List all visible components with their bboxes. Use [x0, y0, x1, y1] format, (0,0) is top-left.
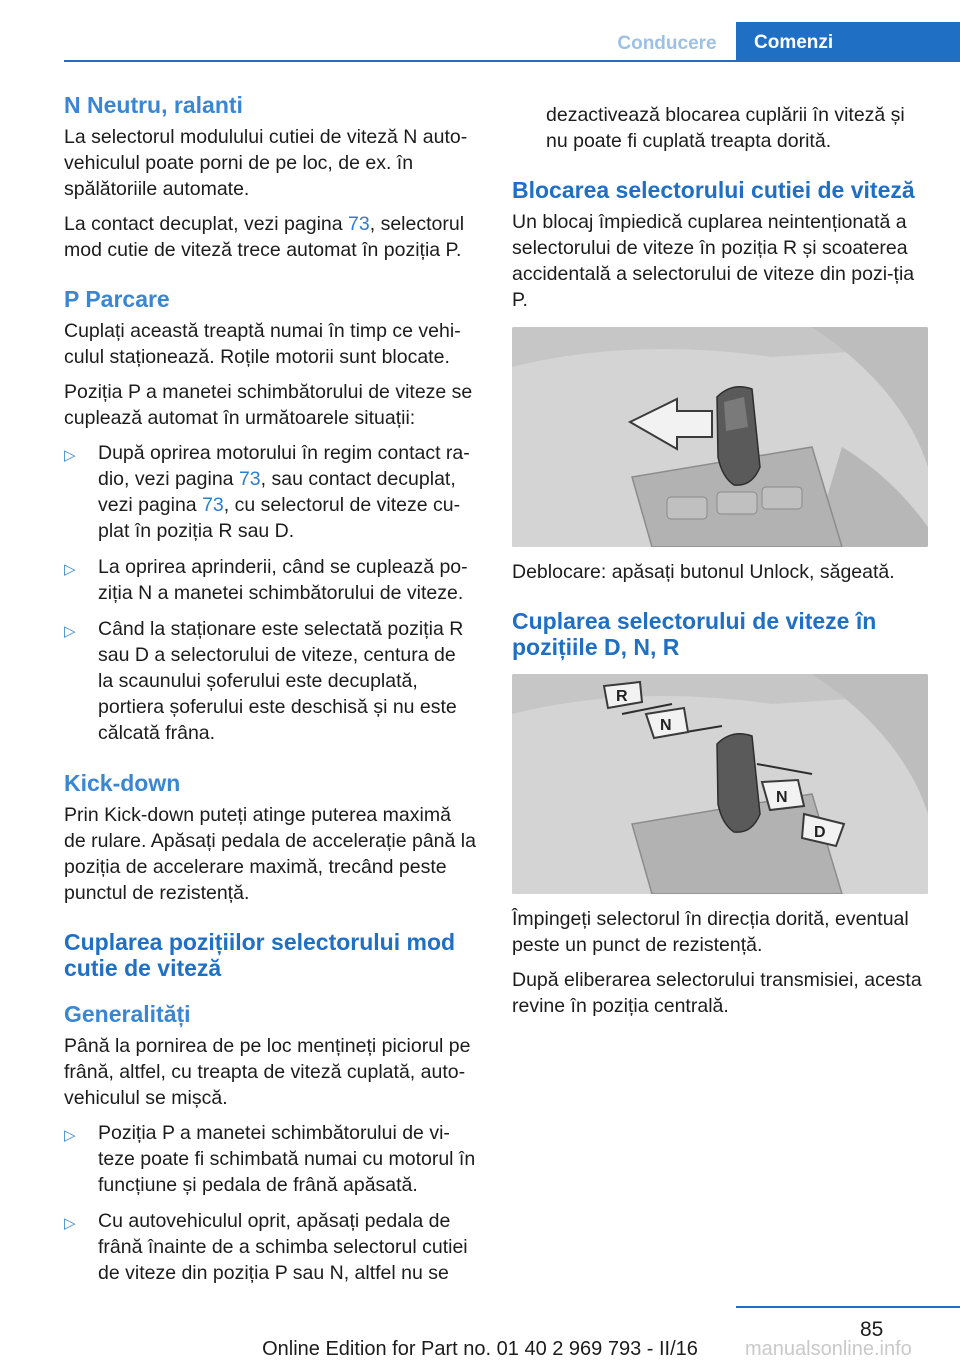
triangle-bullet-icon: ▷ — [64, 623, 76, 640]
continued-paragraph: dezactivează blocarea cuplării în viteză și nu poate fi cuplată treapta dorită. — [546, 104, 905, 152]
list-item: ▷ Poziția P a manetei schimbătorului de vi-teze poate fi schimbată numai cu motorul în funcțiune și pedala de frână apăsată. — [64, 1122, 476, 1196]
header-rule — [64, 60, 960, 62]
footer-rule — [736, 1306, 960, 1308]
left-column — [64, 92, 476, 1296]
triangle-bullet-icon: ▷ — [64, 561, 76, 578]
watermark: manualsonline.info — [745, 1338, 912, 1360]
park-list — [64, 440, 476, 746]
label-r: R — [616, 688, 628, 705]
page-header — [0, 0, 960, 62]
list-item: ▷ Când la staționare este selectată poziția R sau D a selectorului de viteze, centura de la scaunului șoferului este decuplată, portiera șoferului este deschisă și nu este călcată frâna. — [64, 618, 464, 744]
park-paragraph-2: Poziția P a manetei schimbătorului de viteze se cuplează automat în următoarele situații: — [64, 381, 473, 429]
footer-edition: Online Edition for Part no. 01 40 2 969 793 - II/16 — [262, 1338, 698, 1360]
list-item: ▷ După oprirea motorului în regim contact ra-dio, vezi pagina 73, sau contact decuplat, vezi pagina 73, cu selectorul de viteze cu-plat în poziția R sau D. — [64, 442, 470, 542]
page-link-73[interactable]: 73 — [238, 468, 261, 490]
right-column — [512, 102, 930, 1028]
neutral-paragraph-2: La contact decuplat, vezi pagina 73, selectorul mod cutie de viteză trece automat în poziția P. — [64, 213, 465, 261]
heading-engage-dnr: Cuplarea selectorului de viteze în pozițiile D, N, R — [512, 608, 877, 660]
lock-paragraph: Un blocaj împiedică cuplarea neintenționată a selectorului de viteze în poziția R și scoaterea accidentală a selectorului de viteze din pozi-ția P. — [512, 211, 915, 311]
dnr-paragraph-1: Împingeți selectorul în direcția dorită, eventual peste un punct de rezistență. — [512, 908, 909, 956]
kickdown-paragraph: Prin Kick-down puteți atinge puterea maximă de rulare. Apăsați pedala de accelerație până la poziția de accelerare maximă, trecând peste punctul de rezistență. — [64, 804, 476, 904]
triangle-bullet-icon: ▷ — [64, 1215, 76, 1232]
label-n-upper: N — [660, 717, 672, 734]
triangle-bullet-icon: ▷ — [64, 447, 76, 464]
heading-kickdown: Kick-down — [64, 770, 181, 796]
heading-engage-positions: Cuplarea pozițiilor selectorului mod cutie de viteză — [64, 929, 456, 981]
list-item: ▷ La oprirea aprinderii, când se cuplează po-ziția N a manetei schimbătorului de viteze. — [64, 556, 468, 604]
heading-neutral: N Neutru, ralanti — [64, 92, 243, 118]
label-n-lower: N — [776, 789, 788, 806]
lock-caption: Deblocare: apăsați butonul Unlock, săgeată. — [512, 561, 895, 583]
section-tab-conducere[interactable]: Conducere — [617, 33, 717, 54]
gear-selector-unlock-illustration — [512, 327, 928, 547]
label-d: D — [814, 824, 826, 841]
general-list — [64, 1120, 476, 1286]
list-item: ▷ Cu autovehiculul oprit, apăsați pedala de frână înainte de a schimba selectorul cutiei de viteze din poziția P sau N, altfel nu se — [64, 1210, 468, 1284]
figure-dnr-positions — [512, 674, 928, 894]
park-paragraph-1: Cuplați această treaptă numai în timp ce vehi-culul staționează. Roțile motorii sunt blocate. — [64, 320, 461, 368]
page-link-73[interactable]: 73 — [202, 494, 224, 516]
heading-park: P Parcare — [64, 286, 170, 312]
neutral-paragraph-1: La selectorul modulului cutiei de viteză N auto-vehiculul poate porni de pe loc, de ex. în spălătoriile automate. — [64, 126, 468, 200]
general-paragraph: Până la pornirea de pe loc mențineți piciorul pe frână, altfel, cu treapta de viteză cuplată, auto-vehiculul se mișcă. — [64, 1035, 471, 1109]
page-number: 85 — [860, 1318, 884, 1341]
figure-unlock-button — [512, 327, 928, 547]
gear-selector-dnr-illustration — [512, 674, 928, 894]
heading-general: Generalități — [64, 1001, 191, 1027]
dnr-paragraph-2: După eliberarea selectorului transmisiei, acesta revine în poziția centrală. — [512, 969, 922, 1017]
heading-selector-lock: Blocarea selectorului cutiei de viteză — [512, 177, 915, 203]
page-link-73[interactable]: 73 — [348, 213, 370, 235]
section-tab-comenzi[interactable]: Comenzi — [736, 22, 960, 62]
triangle-bullet-icon: ▷ — [64, 1127, 76, 1144]
